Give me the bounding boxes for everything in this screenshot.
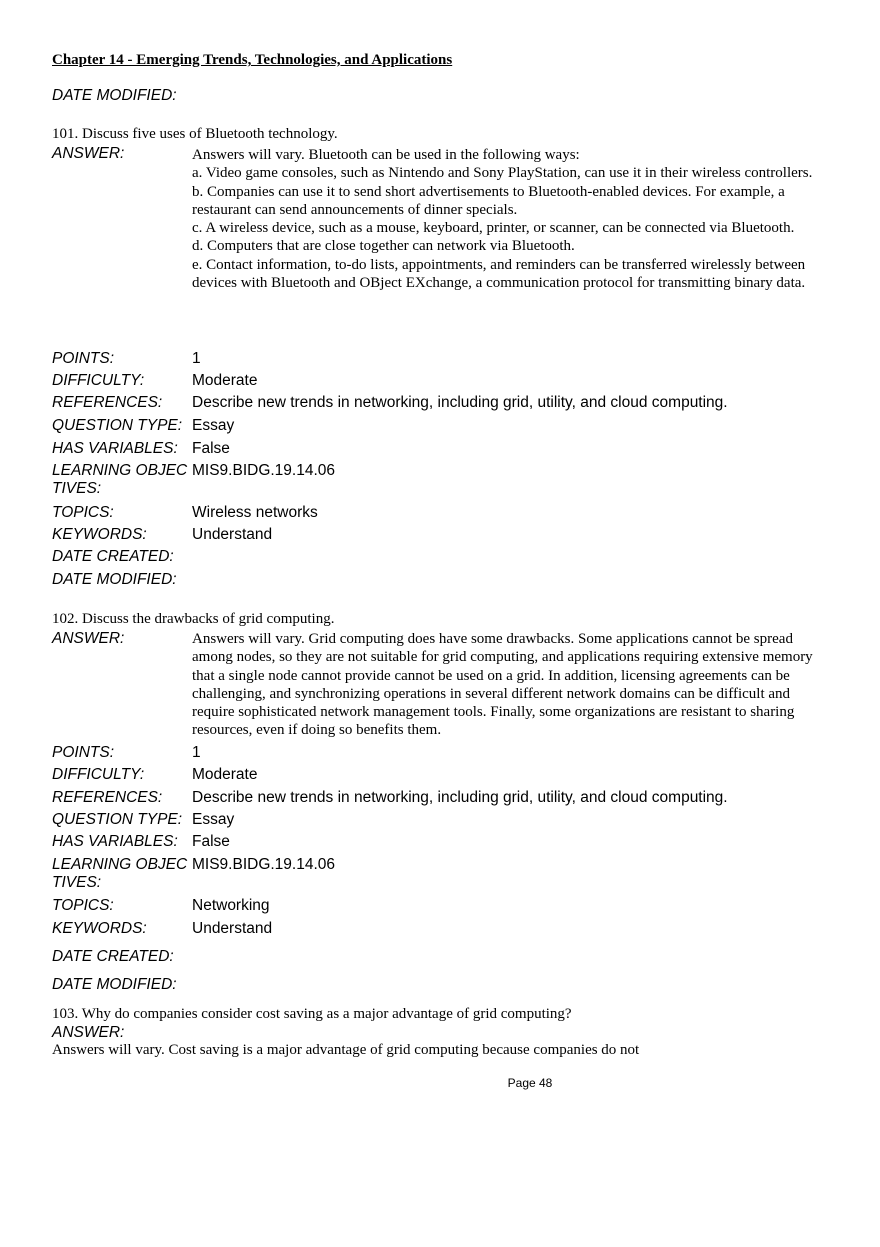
topics-label: TOPICS: bbox=[52, 504, 114, 521]
chapter-title: Chapter 14 - Emerging Trends, Technologies, and Applications bbox=[52, 52, 453, 68]
answer-label: ANSWER: bbox=[52, 630, 125, 647]
keywords-label: KEYWORDS: bbox=[52, 526, 147, 543]
answer-label: ANSWER: bbox=[52, 1024, 125, 1041]
keywords-value: Understand bbox=[192, 920, 273, 937]
references-label: REFERENCES: bbox=[52, 394, 163, 411]
answer-line: d. Computers that are close together can network via Bluetooth. bbox=[192, 238, 575, 255]
references-value: Describe new trends in networking, including grid, utility, and cloud computing. bbox=[192, 789, 728, 806]
points-label: POINTS: bbox=[52, 350, 115, 367]
has-variables-label: HAS VARIABLES: bbox=[52, 440, 178, 457]
difficulty-label: DIFFICULTY: bbox=[52, 766, 145, 783]
has-variables-value: False bbox=[192, 440, 230, 457]
learning-objectives-label: LEARNING OBJECTIVES: bbox=[52, 856, 188, 891]
points-label: POINTS: bbox=[52, 744, 115, 761]
references-value: Describe new trends in networking, including grid, utility, and cloud computing. bbox=[192, 394, 728, 411]
answer-line: Answers will vary. Bluetooth can be used in the following ways: bbox=[192, 147, 580, 163]
answer-label: ANSWER: bbox=[52, 145, 125, 162]
question-102: 102. Discuss the drawbacks of grid computing. bbox=[52, 611, 335, 627]
question-101: 101. Discuss five uses of Bluetooth technology. bbox=[52, 126, 338, 142]
answer-line: c. A wireless device, such as a mouse, keyboard, printer, or scanner, can be connected via Bluetooth. bbox=[192, 220, 795, 237]
points-value: 1 bbox=[192, 744, 201, 761]
difficulty-value: Moderate bbox=[192, 372, 258, 389]
question-type-label: QUESTION TYPE: bbox=[52, 417, 183, 434]
date-modified-label: DATE MODIFIED: bbox=[52, 571, 177, 588]
date-modified-label: DATE MODIFIED: bbox=[52, 87, 177, 104]
question-103: 103. Why do companies consider cost saving as a major advantage of grid computing? bbox=[52, 1006, 572, 1022]
answer-line: e. Contact information, to-do lists, appointments, and reminders can be transferred wirelessly between devices with Bluetooth and OBject EXchange, a communication protocol for transmitting binary data. bbox=[192, 256, 806, 292]
learning-objectives-value: MIS9.BIDG.19.14.06 bbox=[192, 856, 336, 873]
difficulty-value: Moderate bbox=[192, 766, 258, 783]
has-variables-label: HAS VARIABLES: bbox=[52, 833, 178, 850]
keywords-value: Understand bbox=[192, 526, 273, 543]
answer-line: b. Companies can use it to send short advertisements to Bluetooth-enabled devices. For example, a restaurant can send announcements of dinner specials. bbox=[192, 183, 785, 218]
date-modified-label: DATE MODIFIED: bbox=[52, 976, 177, 993]
has-variables-value: False bbox=[192, 833, 230, 850]
page-number: Page 48 bbox=[507, 1076, 553, 1090]
topics-value: Networking bbox=[192, 897, 270, 914]
learning-objectives-label: LEARNING OBJECTIVES: bbox=[52, 462, 188, 497]
question-type-label: QUESTION TYPE: bbox=[52, 811, 183, 828]
answer-103: Answers will vary. Cost saving is a major advantage of grid computing because companies do not bbox=[52, 1042, 640, 1058]
learning-objectives-value: MIS9.BIDG.19.14.06 bbox=[192, 462, 336, 479]
question-type-value: Essay bbox=[192, 417, 235, 434]
answer-line: a. Video game consoles, such as Nintendo and Sony PlayStation, can use it in their wireless controllers. bbox=[192, 165, 813, 182]
answer-101 bbox=[192, 146, 832, 292]
points-value: 1 bbox=[192, 350, 201, 367]
difficulty-label: DIFFICULTY: bbox=[52, 372, 145, 389]
keywords-label: KEYWORDS: bbox=[52, 920, 147, 937]
question-type-value: Essay bbox=[192, 811, 235, 828]
date-created-label: DATE CREATED: bbox=[52, 948, 174, 965]
references-label: REFERENCES: bbox=[52, 789, 163, 806]
answer-102: Answers will vary. Grid computing does have some drawbacks. Some applications cannot be spread among nodes, so they are not suitable for grid computing, and applications requiring extensive memory that a single node cannot provide cannot be used on a grid. In addition, licensing agreements can be challenging, and synchronizing operations in several different network domains can be difficult and require sophisticated network management tools. Finally, some organizations are resistant to sharing resources, even if doing so benefits them. bbox=[192, 631, 813, 739]
topics-value: Wireless networks bbox=[192, 504, 318, 521]
topics-label: TOPICS: bbox=[52, 897, 114, 914]
date-created-label: DATE CREATED: bbox=[52, 548, 174, 565]
